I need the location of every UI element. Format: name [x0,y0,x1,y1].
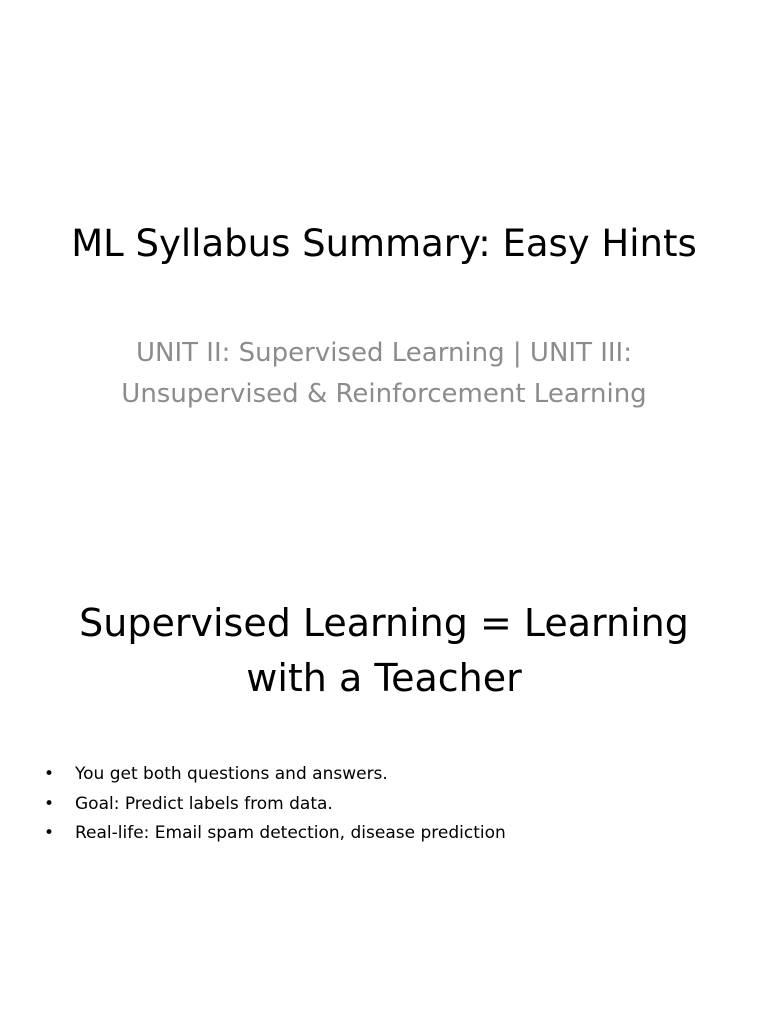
bullet-item [44,790,724,820]
bullet-text: Goal: Predict labels from data. [75,793,333,814]
bullet-list [44,760,724,849]
bullet-icon: • [44,823,55,843]
bullet-icon: • [44,764,55,784]
bullet-item [44,819,724,849]
slide-subtitle: UNIT II: Supervised Learning | UNIT III: Unsupervised & Reinforcement Learning [121,338,647,409]
slide-title: ML Syllabus Summary: Easy Hints [71,222,697,265]
bullet-text: You get both questions and answers. [75,764,388,784]
bullet-item [44,760,724,790]
bullet-icon: • [44,793,55,814]
bullet-text: Real-life: Email spam detection, disease prediction [75,823,506,843]
section-heading: Supervised Learning = Learning with a Teacher [79,601,689,700]
